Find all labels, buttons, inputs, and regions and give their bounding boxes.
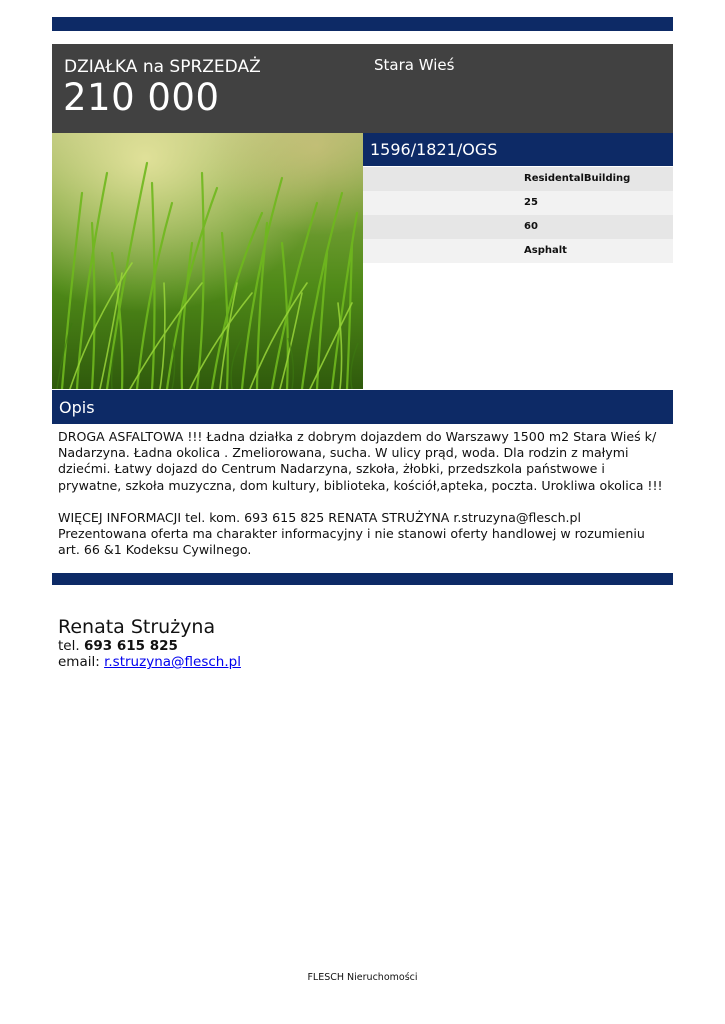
agent-phone: 693 615 825	[83, 638, 178, 654]
attribute-value: Asphalt	[524, 245, 567, 256]
attribute-value: 60	[524, 221, 538, 232]
listing-photo	[52, 133, 363, 389]
listing-header	[52, 44, 673, 133]
attribute-row	[363, 215, 673, 239]
listing-location: Stara Wieś	[374, 56, 455, 74]
agent-name: Renata Strużyna	[58, 616, 216, 638]
description-heading-bar	[52, 390, 673, 424]
listing-price: 210 000	[63, 76, 220, 119]
description-paragraph: DROGA ASFALTOWA !!! Ładna działka z dobrym dojazdem do Warszawy 1500 m2 Stara Wieś k/ Nadarzyna. Ładna okolica . Zmeliorowana, sucha. W ulicy prąd, woda. Dla rodzin z małymi dziećmi. Łatwy dojazd do Centrum Nadarzyna, szkoła, żłobki, przedszkola państwowe i prywatne, szkoła muzyczna, dom kultury, biblioteka, kościół,apteka, poczta. Urokliwa okolica !!!	[58, 429, 663, 493]
description-heading: Opis	[59, 398, 95, 417]
agent-contact	[58, 616, 241, 670]
top-accent-bar	[52, 17, 673, 31]
attribute-row	[363, 191, 673, 215]
listing-id: 1596/1821/OGS	[370, 140, 498, 159]
agent-email-link[interactable]: r.struzyna@flesch.pl	[104, 654, 241, 670]
email-label: email:	[58, 654, 100, 670]
footer-text: FLESCH Nieruchomości	[307, 972, 418, 983]
listing-type: DZIAŁKA na SPRZEDAŻ	[64, 57, 261, 77]
attribute-value: ResidentalBuilding	[524, 173, 631, 184]
attribute-row	[363, 239, 673, 263]
attribute-row	[363, 167, 673, 191]
listing-id-bar	[363, 133, 673, 166]
attribute-value: 25	[524, 197, 538, 208]
agent-email-line	[58, 654, 241, 670]
description-body	[58, 429, 670, 558]
contact-info-paragraph: WIĘCEJ INFORMACJI tel. kom. 693 615 825 RENATA STRUŻYNA r.struzyna@flesch.pl Prezentowana oferta ma charakter informacyjny i nie stanowi oferty handlowej w rozumieniu art. 66 &1 Kodeksu Cywilnego.	[58, 509, 645, 558]
phone-label: tel.	[58, 638, 80, 654]
section-divider-bar	[52, 573, 673, 585]
agent-phone-line	[58, 638, 241, 654]
